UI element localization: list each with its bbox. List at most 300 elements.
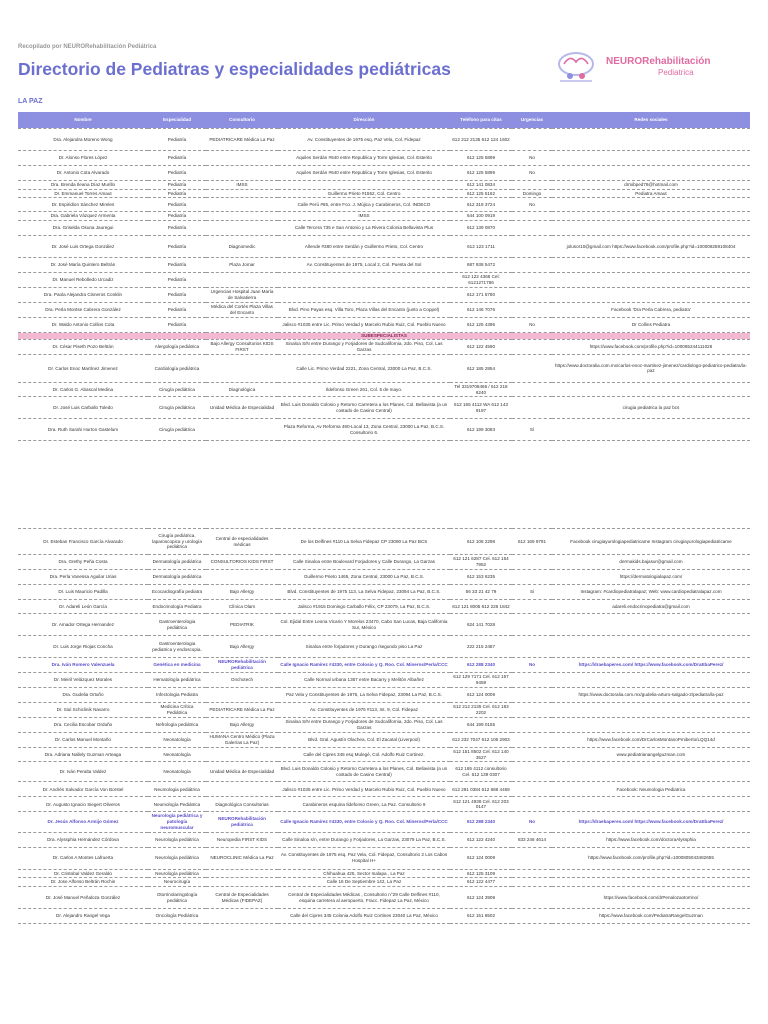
cell-consultorio [206,869,278,878]
cell-urgencias: 833 246 4614 [512,832,552,847]
cell-redes [552,869,750,878]
table-row [18,869,750,878]
cell-redes [552,151,750,166]
cell-especialidad: Neonatología [148,748,206,762]
table-row [18,733,750,748]
cell-nombre: Dra. Gudelia Ortuño [18,688,148,703]
cell-telefono: 612 146 7076 [450,303,512,318]
cell-especialidad: Neurología pediátrica [148,847,206,869]
cell-nombre: Dr. Cristobal Valdez Geraldo [18,869,148,878]
cell-nombre: Dra. Paola Alejandra Cisneros Conklin [18,288,148,303]
cell-nombre: Dra. Alejandra Moreno Wong [18,129,148,151]
col-header-redes: Redes sociales [552,112,750,129]
cell-telefono: 612 125 5899 [450,151,512,166]
cell-redes [552,166,750,181]
cell-redes [552,258,750,273]
cell-especialidad: Medicina Crítica Pediátrica [148,703,206,718]
cell-direccion: Calle del Cipres 345 esq Mulegé, Col. Adolfo Ruiz Cortinez. [278,748,450,762]
table-row [18,166,750,181]
cell-telefono: 612 151 8502 [450,909,512,924]
cell-especialidad: Pediatría [148,221,206,236]
cell-especialidad: Neonatología [148,733,206,748]
cell-nombre: Dr. Adareli León García [18,600,148,614]
cell-telefono: 612 212 2135 Cel. 612 183 2202 [450,703,512,718]
cell-telefono: 612 122 4240 [450,832,512,847]
cell-consultorio: Bajo Allergy Consultorios KIDS FIRST [206,339,278,354]
cell-consultorio: NEUROCLINIC Médica La Paz [206,847,278,869]
cell-urgencias [512,909,552,924]
cell-urgencias: Si [512,585,552,600]
cell-consultorio: Neuropedia FIRST KIDS [206,832,278,847]
cell-direccion: Allende #380 entre Serdán y Guillermo Prieto, Col. Centro [278,236,450,258]
cell-direccion: Jalisco #1035 entre Lic. Primo Verdad y Marcelo Rubio Ruiz, Col. Pueblo Nuevo [278,782,450,797]
cell-nombre: Dr. José Manuel Peñaloza González [18,887,148,909]
table-row [18,812,750,832]
cell-direccion: Calle 16 De Septiembre 142, La Paz [278,878,450,887]
cell-direccion: IMSS [278,212,450,221]
cell-urgencias [512,847,552,869]
subspecialist-rows-continued [18,529,750,924]
cell-direccion: Av. Constituyentes de 1975, Local 2, Col. Puesta del Sol [278,258,450,273]
cell-direccion: Blvd. Gral. Agustín Olachea, Col. El Zacatal (Liverpool) [278,733,450,748]
cell-urgencias [512,782,552,797]
cell-telefono: 612 121 6287 Cel. 612 154 7952 [450,555,512,570]
cell-telefono: Tel 3319708466 / 612 218 6240 [450,382,512,396]
cell-direccion: Jalisco #1035 entre Lic. Primo Verdad y Marcelo Rubio Ruiz, Col. Pueblo Nuevo [278,318,450,333]
logo-subtitle: Pediatrica [658,68,694,77]
cell-nombre: Dra. Griselda Osuna Jauregui [18,221,148,236]
cell-direccion: Calle Tercera 735 e San Antonio y La Rivera Colonia Bellavista Plus [278,221,450,236]
cell-redes [552,288,750,303]
cell-urgencias [512,555,552,570]
cell-especialidad: Cirugía pediátrica [148,419,206,441]
cell-consultorio: Clínica Olam [206,600,278,614]
cell-especialidad: Neurología pediátrica [148,869,206,878]
cell-especialidad: Pediatría [148,288,206,303]
table-row [18,258,750,273]
cell-consultorio: Diagnomedic [206,236,278,258]
cell-consultorio: Onchotech [206,673,278,688]
table-row [18,878,750,887]
cell-urgencias [512,673,552,688]
brain-logo-icon [554,50,600,84]
cell-nombre: Dr. Luis Mauricio Padilla [18,585,148,600]
table-row [18,600,750,614]
cell-especialidad: Pediatría [148,236,206,258]
cell-consultorio: NEURORehabilitación pediátrica [206,658,278,673]
cell-redes [552,797,750,812]
cell-consultorio: CONSULTORIOS KIDS FIRST [206,555,278,570]
cell-nombre: Dra. Adriana Nallely Guzman Arteaga [18,748,148,762]
cell-direccion: Sinaloa S/N entre Durango y Forjadores de Sudcalifornia, 2do. Piso, Col. Las Garzas [278,718,450,733]
cell-redes [552,614,750,636]
subspecialists-heading: SUBESPECIALISTAS [18,333,750,340]
cell-especialidad: Endocrinología Pediatra [148,600,206,614]
cell-urgencias [512,797,552,812]
cell-redes: Facebook 'Dra Perla Cabrera, pediatra' [552,303,750,318]
cell-telefono: 612 199 3083 [450,419,512,441]
table-row [18,273,750,288]
cell-nombre: Dr. Espiridion Sánchez Mireles [18,198,148,212]
cell-redes: https://dermatologialapaz.com/ [552,570,750,585]
cell-nombre: Dra. Perla Montse Cabrera González [18,303,148,318]
cell-direccion: Calle Lic. Primo Verdad 2221, Zona Central, 23000 La Paz, B.C.S. [278,354,450,382]
cell-consultorio: Diagnológica Consultorias [206,797,278,812]
table-row [18,585,750,600]
cell-direccion: Calle del Cipres 345 Colonia Adolfo Ruiz Cortines 23040 La Paz, México [278,909,450,924]
cell-redes [552,636,750,658]
col-header-urgencias: Urgencias [512,112,552,129]
table-row [18,636,750,658]
cell-direccion: Jalisco #1915 Domingo Carballo Félix, CP 23079, La Paz, B.C.S. [278,600,450,614]
cell-urgencias: No [512,198,552,212]
cell-redes: https://www.facebook.com/profile.php?id=1000805043482655 [552,847,750,869]
cell-especialidad: Otorrinolaringología pediátrica [148,887,206,909]
cell-telefono: 612 153 6235 [450,570,512,585]
cell-telefono: 612 125 5899 [450,166,512,181]
cell-direccion: Ildefonso Green 261, Col. 5 de mayo. [278,382,450,396]
cell-redes: https://draebaperes.com/ https://www.facebook.com/DraEbaPerez/ [552,658,750,673]
cell-redes: https://www.facebook.com/PediatraRangelGuzman [552,909,750,924]
cell-urgencias [512,703,552,718]
cell-consultorio: PEDIATRIK [206,614,278,636]
cell-consultorio: Bajo Allergy [206,636,278,658]
cell-telefono: 612 125 4395 [450,318,512,333]
cell-telefono: 612 108 2298 [450,529,512,555]
cell-urgencias [512,129,552,151]
col-header-direccion: Dirección [278,112,450,129]
cell-especialidad: Alergología pediátrica [148,339,206,354]
cell-consultorio: Diagnológica [206,382,278,396]
cell-consultorio [206,570,278,585]
cell-telefono: 612 232 7047 612 106 2903 [450,733,512,748]
subspecialists-heading-row [18,333,750,340]
cell-nombre: Dr. Augusto Ignacio Siegert Oliveros [18,797,148,812]
cell-especialidad: Neurocirugía [148,878,206,887]
cell-consultorio: Bajo Allergy [206,585,278,600]
table-row [18,198,750,212]
cell-urgencias [512,397,552,419]
cell-especialidad: Pediatría [148,166,206,181]
cell-redes: Instagram: #cardiopediatralapaz; Web: www.cardiopediatralapaz.com [552,585,750,600]
cell-especialidad: Pediatría [148,151,206,166]
cell-consultorio: Central de especialidades médicas [206,529,278,555]
table-row [18,419,750,441]
cell-direccion: Chihuahua 425, Sector Inalapa , La Paz [278,869,450,878]
page-title: Directorio de Pediatras y especialidades pediátricas [18,59,451,79]
cell-nombre: Dra. Alyssphia Hernández Córdova [18,832,148,847]
cell-direccion: Calle Perú #65, entre Fco. J. Mújica y Carabineros, Col. INDECO [278,198,450,212]
cell-direccion: Calle Ignacio Ramírez #4330, entre Colosio y Q. Roo. Col. Mineros/Perla/CCC [278,812,450,832]
cell-urgencias [512,354,552,382]
cell-redes: https://www.facebook.com/doctoraAlyssphia [552,832,750,847]
table-row [18,762,750,782]
cell-nombre: Dr. José Luis Ortega González [18,236,148,258]
cell-direccion: Blvd. Luis Donaldo Colosio y Retorno Carretera a los Planes, Col. Bellavista (a un costado de Casino Central) [278,762,450,782]
cell-direccion: Av. Constituyentes de 1975 esq. Paz Vela, Col. Fidepaz [278,129,450,151]
cell-especialidad: Neumología Pediátrica [148,797,206,812]
cell-consultorio: Urgencias Hospital Juan María de Salvatierra [206,288,278,303]
cell-urgencias: No [512,658,552,673]
cell-nombre: Dr. Carlos G. Abascal Medina [18,382,148,396]
cell-telefono: 612 124 0009 [450,847,512,869]
cell-nombre: Dra. Ruth Sarahi Hurton Gastelum [18,419,148,441]
cell-nombre: Dr. Alejandro Rangel Vega [18,909,148,924]
cell-especialidad: Pediatría [148,181,206,190]
cell-nombre: Dr. Manuel Rebolledo Urcadiz [18,273,148,288]
cell-telefono: 612 122 4366 Cel: 6121271786 [450,273,512,288]
table-row [18,703,750,718]
cell-telefono: 612 171 5780 [450,288,512,303]
cell-consultorio [206,748,278,762]
cell-redes [552,382,750,396]
cell-nombre: Dr. Esteban Francisco García Alvarado [18,529,148,555]
cell-direccion: Blvd. Luis Donaldo Colosio y Retorno Carretera a los Planes, Col. Bellavista (a un costado de Casino Central) [278,397,450,419]
cell-especialidad: Gastroenterologia pediátrica [148,614,206,636]
cell-direccion: Carabineros esquina Ildefonso Green, La Paz. Consultorio 9 [278,797,450,812]
table-row [18,658,750,673]
cell-urgencias [512,636,552,658]
cell-direccion [278,181,450,190]
cell-direccion: Guillermo Prieto 1465, Zona Central, 23000 La Paz, B.C.S. [278,570,450,585]
cell-urgencias [512,614,552,636]
cell-nombre: Dra. Gabriela Vázquez Armenta [18,212,148,221]
cell-direccion: Av. Constituyentes de 1975 #113, Int. 9, Col. Fidepaz [278,703,450,718]
cell-nombre: Dr. José María Quintero Beltrán [18,258,148,273]
cell-direccion: Av. Constituyentes de 1975 esq. Paz Vela, Col. Fidepaz, Consultorio 2 Los Cabos Hospital H+ [278,847,450,869]
cell-nombre: Dr. Siul Schiclinik Navarro [18,703,148,718]
cell-telefono: 612 288 2340 [450,812,512,832]
cell-especialidad: Neonatología [148,762,206,782]
cell-urgencias [512,181,552,190]
cell-nombre: Dr. Andrés Salvador García Von Borstel [18,782,148,797]
cell-especialidad: Dermatología pediátrica [148,570,206,585]
cell-redes [552,673,750,688]
cell-nombre: Dr. César Piseth Pozo Beltrán [18,339,148,354]
compiled-by-note: Recopilado por NEURORehabilitación Pediátrica [18,44,157,50]
logo-name: NEURORehabilitación [606,56,711,67]
cell-direccion: Guillermo Prieto #1552, Col. Centro [278,189,450,198]
cell-consultorio [206,212,278,221]
cell-especialidad: Cirugía pediátrica [148,382,206,396]
cell-direccion: Plaza Reforma, Av Reforma 490-Local 13, Zona Central, 23000 La Paz, B.C.S. Consultorio 6. [278,419,450,441]
table-row [18,673,750,688]
cell-urgencias: Domingo [512,189,552,198]
cell-redes [552,703,750,718]
cell-especialidad: Neumologia pediátrica [148,782,206,797]
cell-direccion: De los Delfines #110 La Selva Fidepaz CP 23090 La Paz BCS [278,529,450,555]
cell-urgencias: Sí [512,419,552,441]
cell-especialidad: Genética en medicina [148,658,206,673]
cell-redes: drmibped78@hotmail.com [552,181,750,190]
table-row [18,397,750,419]
cell-especialidad: Cardiología pediátrica [148,354,206,382]
cell-consultorio: NEURORehabilitación pediátrica [206,812,278,832]
cell-nombre: Dr. Carlos A Montes Lafruerta [18,847,148,869]
table-row [18,318,750,333]
table-row [18,832,750,847]
table-row [18,718,750,733]
cell-urgencias [512,303,552,318]
cell-especialidad: Pediatría [148,198,206,212]
cell-direccion: Col. Ejidal Entre Leona Vicario Y Morelos 23470, Cabo San Lucas, Baja California Sur, México [278,614,450,636]
cell-consultorio: Médica del Cortés Plaza Villas del Encanto [206,303,278,318]
cell-urgencias [512,762,552,782]
cell-telefono: 612 291 0384 612 688 4469 [450,782,512,797]
table-row [18,748,750,762]
cell-urgencias: No [512,151,552,166]
cell-consultorio: PEDIATRICARE Médica La Paz [206,129,278,151]
cell-direccion: Calle Ignacio Ramírez #4330, entre Colosio y Q. Roo. Col. Mineros/Perla/CCC [278,658,450,673]
cell-direccion: Aquiles Serdán #640 entre Republica y Torre Iglesias, Col. Esterito [278,166,450,181]
cell-urgencias [512,570,552,585]
cell-telefono: 612 121 4938 Cel. 612 203 0147 [450,797,512,812]
cell-especialidad: Neurología pediátrica y patología neuromuscular [148,812,206,832]
table-row [18,181,750,190]
cell-nombre: Dra. Iván Romero Valenzuela [18,658,148,673]
table-row [18,909,750,924]
cell-consultorio: Unidad Médica de Especialidad [206,397,278,419]
cell-nombre: Dr. Luis Jorge Riojas Concha [18,636,148,658]
cell-especialidad: Pediatría [148,189,206,198]
cell-redes: cirugia pediatrica la paz bcs [552,397,750,419]
cell-redes: jolusor10@gmail.com https://www.facebook.com/profile.php?id=100008259108404 [552,236,750,258]
cell-urgencias [512,878,552,887]
cell-direccion: Calle Sinaloa s/n, entre Durango y Forjadores, La Garzas, 23079 La Paz, B.C.S. [278,832,450,847]
cell-telefono: 612 151 8502 Cel. 612 140 3527 [450,748,512,762]
cell-direccion [278,288,450,303]
subspecialist-rows [18,339,750,440]
table-row [18,303,750,318]
cell-direccion: Blvd. Pino Payas esq. Villa Toro, Plaza Villas del Encanto (junto a Coppel) [278,303,450,318]
cell-nombre: Dra. Cecilia Escobar Orduño [18,718,148,733]
cell-redes: adareli.endocrinopediatra@gmail.com [552,600,750,614]
cell-telefono: 612 124 3909 [450,887,512,909]
cell-telefono: 56 33 21 42 79 [450,585,512,600]
cell-urgencias [512,288,552,303]
table-row [18,236,750,258]
table-row [18,129,750,151]
cell-especialidad: Cirugía pediátrica, laparoscopica y urología pediátrica [148,529,206,555]
cell-redes [552,419,750,441]
cell-nombre: Dr. Jose Alfonso Beltrán Rochin [18,878,148,887]
pediatras-rows [18,129,750,333]
cell-telefono: 612 288 2340 [450,658,512,673]
cell-redes [552,273,750,288]
cell-redes: https://draebaperes.com/ https://www.facebook.com/DraEbaPerez/ [552,812,750,832]
cell-urgencias: No [512,166,552,181]
cell-nombre: Dr. Carlos Manuel Montaño [18,733,148,748]
city-heading: LA PAZ [18,98,43,105]
cell-telefono: 687 938 5472 [450,258,512,273]
cell-nombre: Dra. Brenda Ileana Díaz Murillo [18,181,148,190]
cell-redes: Pediatra Amaut [552,189,750,198]
cell-redes: dermakids.bajasur@gmail.com [552,555,750,570]
cell-urgencias [512,339,552,354]
cell-telefono: 612 125 5162 [450,189,512,198]
cell-urgencias [512,718,552,733]
cell-nombre: Dra. Grethy Peña Costa [18,555,148,570]
cell-nombre: Dr. Carlos Enoc Martínez Jimenez [18,354,148,382]
cell-urgencias [512,221,552,236]
cell-direccion: Calle Normal urbana 1367 entre Bacarry y Melitón Albañez [278,673,450,688]
col-header-especialidad: Especialidad [148,112,206,129]
cell-urgencias: No [512,318,552,333]
cell-consultorio [206,151,278,166]
cell-telefono: 612 122 4590 [450,339,512,354]
col-header-nombre: Nombre [18,112,148,129]
cell-consultorio [206,221,278,236]
cell-consultorio: IMSS [206,181,278,190]
cell-consultorio: Unidad Médica de Especialidad [206,762,278,782]
cell-nombre: Dr. Iván Peralta Valdez [18,762,148,782]
cell-urgencias [512,600,552,614]
logo [554,50,754,84]
cell-especialidad: Pediatría [148,303,206,318]
cell-urgencias [512,382,552,396]
cell-urgencias [512,236,552,258]
table-row [18,688,750,703]
table-header-row [18,112,750,129]
cell-especialidad: Nefrología pediátrica [148,718,206,733]
cell-direccion: Aquiles Serdán #640 entre Republica y Torre Iglesias, Col. Esterito [278,151,450,166]
cell-telefono: 612 185 2854 [450,354,512,382]
cell-nombre: Dr. José Luis Carballo Toledo [18,397,148,419]
table-row [18,189,750,198]
table-row [18,221,750,236]
cell-consultorio [206,688,278,703]
cell-consultorio [206,909,278,924]
cell-consultorio: Bajo Allergy [206,718,278,733]
cell-especialidad: Pediatría [148,258,206,273]
cell-telefono: 612 141 0834 [450,181,512,190]
cell-redes [552,762,750,782]
table-row [18,555,750,570]
cell-telefono: 612 123 1711 [450,236,512,258]
table-row [18,354,750,382]
cell-urgencias [512,258,552,273]
cell-consultorio [206,166,278,181]
cell-especialidad: Ecocardiografía pediatra [148,585,206,600]
cell-telefono: 612 121 8005 612 228 1842 [450,600,512,614]
cell-nombre: Dr. Jesús Alfonso Armijo Gómez [18,812,148,832]
cell-redes: Dr Collins Pediatra [552,318,750,333]
cell-urgencias [512,212,552,221]
cell-especialidad: Pediatría [148,129,206,151]
table-row [18,529,750,555]
col-header-telefono: Teléfono para citas [450,112,512,129]
table-row [18,151,750,166]
cell-telefono: 222 215 2487 [450,636,512,658]
cell-telefono: 612 124 0009 [450,688,512,703]
cell-direccion: Paz Vela y Constituyentes de 1975, La Selva Fidepaz, 23094 La Paz, B.C.S. [278,688,450,703]
cell-telefono: 612 122 4477 [450,878,512,887]
table-row [18,212,750,221]
cell-direccion: Sinaloa S/N entre Durango y Forjadores de Sudcalifornia, 2do. Piso, Col. Las Garzas [278,339,450,354]
cell-direccion: Central de Especialidades Médicas , Consultorio n°29 Calle Delfines #110, esquina carretera al aeropuerto, Fracc. Fidepaz La Paz, México [278,887,450,909]
table-row [18,339,750,354]
cell-redes [552,212,750,221]
cell-consultorio [206,273,278,288]
cell-redes [552,221,750,236]
cell-redes: https://www.doctoralia.com.mx/gudelia-arturo-salgado-2/pediatra/la-paz [552,688,750,703]
table-row [18,847,750,869]
cell-telefono: 624 141 7028 [450,614,512,636]
cell-consultorio: Central de Especialidades Médicas (FIDEPAZ) [206,887,278,909]
cell-nombre: Dra. Perla Vanessa Aguilar Urias [18,570,148,585]
directory-table-page-1 [18,112,750,441]
cell-telefono: 644 100 0919 [450,212,512,221]
